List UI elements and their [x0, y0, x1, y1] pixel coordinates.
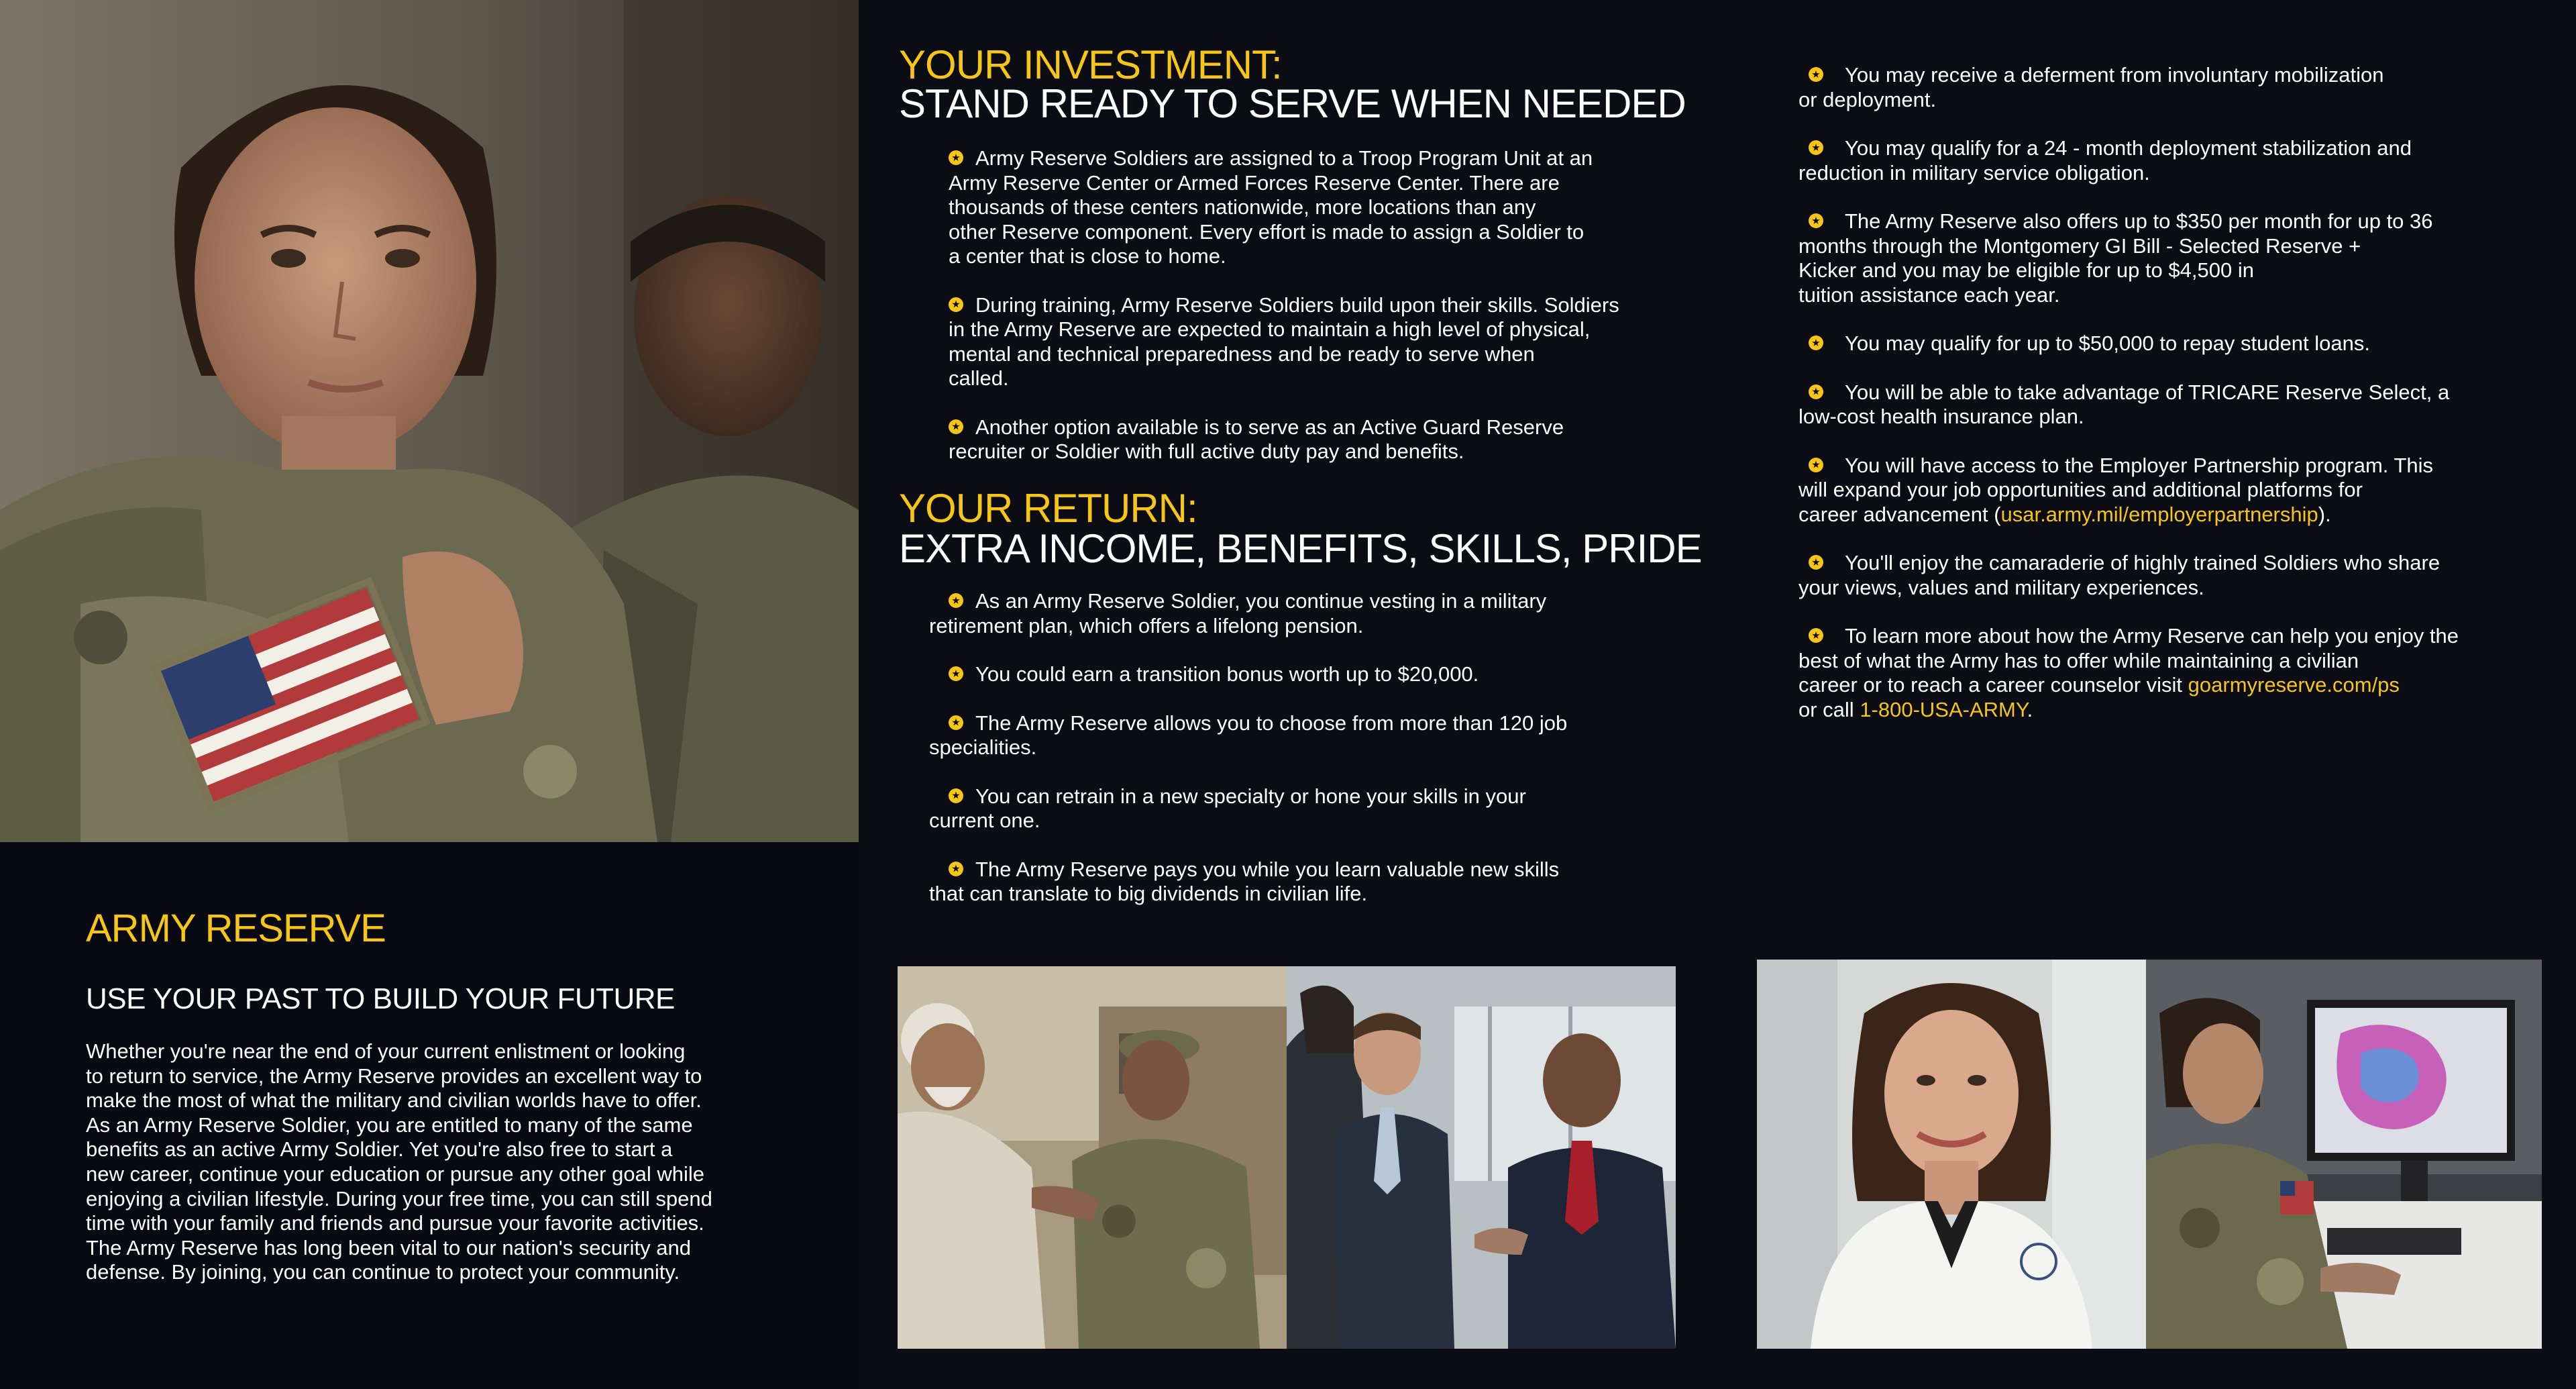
star-bullet-icon	[1809, 213, 1823, 228]
star-bullet-icon	[949, 297, 963, 312]
return-subheading: EXTRA INCOME, BENEFITS, SKILLS, PRIDE	[899, 526, 1702, 571]
list-item: You will be able to take advantage of TRICARE Reserve Select, a low-cost health insurance plan.	[1799, 380, 2450, 428]
return-heading: YOUR RETURN:	[899, 486, 1197, 531]
hero-photo-soldiers	[0, 0, 859, 842]
star-bullet-icon	[1809, 384, 1823, 399]
star-bullet-icon	[1809, 67, 1823, 82]
star-bullet-icon	[1809, 628, 1823, 643]
investment-list	[949, 146, 1707, 464]
list-item: You'll enjoy the camaraderie of highly trained Soldiers who share your views, values and military experiences.	[1799, 551, 2440, 599]
army-reserve-title: ARMY RESERVE	[86, 907, 386, 950]
list-item: You may qualify for up to $50,000 to repay student loans.	[1799, 331, 2550, 356]
star-bullet-icon	[1809, 555, 1823, 570]
return-list	[929, 589, 1694, 907]
investment-subheading: STAND READY TO SERVE WHEN NEEDED	[899, 81, 1686, 126]
phone-number-link[interactable]: 1-800-USA-ARMY	[1860, 697, 2027, 721]
photo-soldier-at-computer	[2146, 960, 2542, 1349]
list-item: You will have access to the Employer Partnership program. This will expand your job opportunities and additional platforms for career advancement (usar.army.mil/employerpartnership).	[1799, 453, 2434, 526]
intro-paragraph: Whether you're near the end of your current enlistment or looking to return to service, the Army Reserve provides an excellent way to make the most of what the military and civilian worlds have to offer. As an Army Reserve Soldier, you are entitled to many of the same benefits as an active Army Soldier. Yet you're also free to start a new career, continue your education or pursue any other goal while enjoying a civilian lifestyle. During your free time, you can still spend time with your family and friends and pursue your favorite activities. The Army Reserve has long been vital to our nation's security and defense. By joining, you can continue to protect your community.	[86, 1039, 712, 1284]
photo-business-handshake	[1287, 966, 1676, 1349]
list-item: As an Army Reserve Soldier, you continue vesting in a military retirement plan, which offers a lifelong pension.	[929, 589, 1547, 637]
list-item: You may qualify for a 24 - month deployment stabilization and reduction in military service obligation.	[1799, 136, 2412, 185]
benefits-list	[1799, 63, 2550, 722]
star-bullet-icon	[949, 666, 963, 681]
page-subtitle: USE YOUR PAST TO BUILD YOUR FUTURE	[86, 982, 675, 1015]
employer-partnership-link[interactable]: usar.army.mil/employerpartnership	[2000, 502, 2318, 526]
star-bullet-icon	[949, 593, 963, 608]
star-bullet-icon	[949, 715, 963, 730]
list-item: During training, Army Reserve Soldiers build upon their skills. Soldiers in the Army Reserve are expected to maintain a high level of physical, mental and technical preparedness and be ready to serve when called.	[949, 293, 1619, 390]
list-item: You can retrain in a new specialty or hone your skills in your current one.	[929, 784, 1526, 832]
list-item: Another option available is to serve as an Active Guard Reserve recruiter or Soldier with full active duty pay and benefits.	[949, 415, 1564, 463]
photo-soldier-handshake-civilian	[898, 966, 1287, 1349]
list-item: The Army Reserve allows you to choose from more than 120 job specialities.	[929, 711, 1568, 759]
star-bullet-icon	[949, 862, 963, 876]
list-item: You could earn a transition bonus worth up to $20,000.	[929, 662, 1694, 687]
list-item: Army Reserve Soldiers are assigned to a Troop Program Unit at an Army Reserve Center or Armed Forces Reserve Center. There are thousands of these centers nationwide, more locations than any other Reserve component. Every effort is made to assign a Soldier to a center that is close to home.	[949, 146, 1593, 268]
photo-doctor-white-coat	[1757, 960, 2146, 1349]
investment-heading: YOUR INVESTMENT:	[899, 42, 1282, 87]
star-bullet-icon	[1809, 336, 1823, 350]
list-item: The Army Reserve also offers up to $350 per month for up to 36 months through the Montgomery GI Bill - Selected Reserve + Kicker and you may be eligible for up to $4,500 in tuition assistance each year.	[1799, 209, 2433, 307]
star-bullet-icon	[1809, 458, 1823, 472]
list-item: The Army Reserve pays you while you learn valuable new skills that can translate to big dividends in civilian life.	[929, 857, 1560, 905]
star-bullet-icon	[949, 150, 963, 165]
star-bullet-icon	[1809, 140, 1823, 155]
goarmyreserve-link[interactable]: goarmyreserve.com/ps	[2188, 673, 2400, 697]
star-bullet-icon	[949, 419, 963, 434]
star-bullet-icon	[949, 788, 963, 803]
list-item: You may receive a deferment from involuntary mobilization or deployment.	[1799, 63, 2384, 111]
list-item: To learn more about how the Army Reserve can help you enjoy the best of what the Army has to offer while maintaining a civilian career or to reach a career counselor visit goarmyreserve.com/ps or call 1-800-USA-ARMY.	[1799, 624, 2459, 721]
